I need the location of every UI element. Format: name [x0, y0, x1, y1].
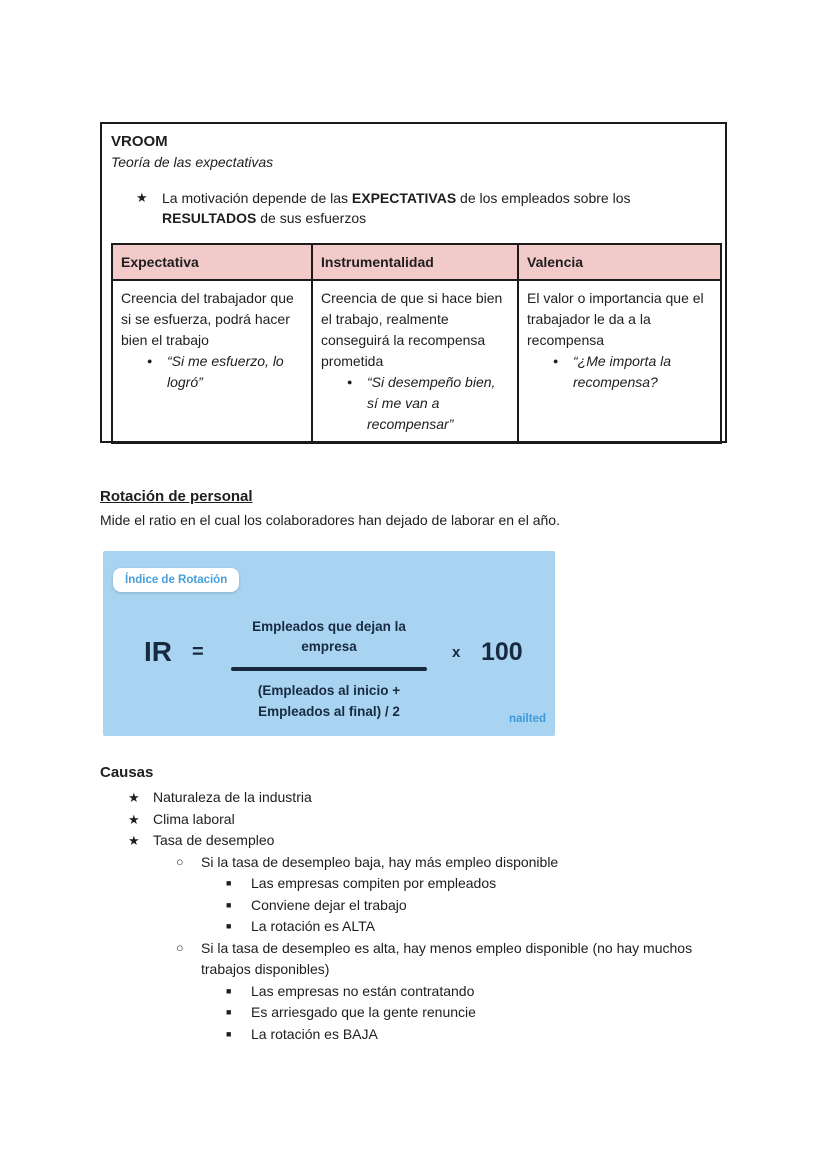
vroom-bullet-item	[111, 188, 716, 228]
list-item-text: Las empresas no están contratando	[251, 982, 475, 999]
list-item-text: Clima laboral	[153, 810, 235, 827]
list-item-text: Si la tasa de desempleo baja, hay más empleo disponible	[201, 853, 559, 870]
causas-section	[100, 763, 734, 1045]
square-bullet-icon: ■	[226, 878, 232, 888]
cell-quote-text: “Si me esfuerzo, lo logró”	[167, 353, 284, 390]
star-bullet-icon: ★	[128, 790, 140, 805]
bullet-text-segment: La motivación depende de las	[162, 190, 352, 206]
fraction-bar	[231, 667, 427, 671]
bullet-text-bold-resultados: RESULTADOS	[162, 210, 257, 226]
cell-text: Creencia de que si hace bien el trabajo, realmente conseguirá la recompensa prometida	[321, 290, 503, 369]
rotacion-section	[100, 487, 730, 530]
list-item	[100, 787, 734, 809]
cell-quote-text: “Si desempeño bien, sí me van a recompensar”	[367, 374, 496, 432]
dot-bullet-icon: ●	[147, 356, 153, 366]
list-item-text: Naturaleza de la industria	[153, 789, 312, 805]
list-item	[100, 916, 734, 938]
equals-sign: =	[192, 641, 204, 663]
formula-lhs: IR	[144, 636, 172, 667]
list-item	[100, 1002, 734, 1024]
bullet-text-segment: de sus esfuerzos	[256, 210, 367, 226]
denominator-line-1: (Empleados al inicio +	[257, 682, 401, 698]
cell-text: El valor o importancia que el trabajador le da a la recompensa	[527, 290, 704, 348]
cell-quote-item	[527, 351, 712, 393]
bullet-text-bold-expectativas: EXPECTATIVAS	[351, 190, 457, 206]
rotacion-heading: Rotación de personal	[100, 488, 253, 505]
list-item	[100, 873, 734, 895]
table-header-instrumentalidad: Instrumentalidad	[312, 244, 518, 280]
square-bullet-icon: ■	[226, 1028, 232, 1039]
table-header-valencia: Valencia	[518, 244, 721, 280]
table-cell-expectativa	[112, 280, 312, 443]
vroom-title: VROOM	[111, 133, 168, 150]
fraction-numerator: Empleados que dejan la empresa	[252, 619, 406, 654]
list-item	[100, 830, 734, 852]
table-body-row	[112, 280, 721, 443]
causas-heading: Causas	[100, 764, 154, 781]
table-cell-instrumentalidad	[312, 280, 518, 443]
list-item	[100, 938, 734, 981]
watermark-logo: nailted	[508, 713, 546, 725]
expectancy-theory-table	[111, 243, 722, 444]
vroom-bullet-text	[162, 188, 654, 228]
list-item	[100, 895, 734, 917]
square-bullet-icon: ■	[226, 921, 232, 931]
dot-bullet-icon: ●	[347, 377, 353, 387]
dot-bullet-icon: ●	[553, 356, 559, 366]
list-item-text: Conviene dejar el trabajo	[251, 896, 407, 913]
bullet-text-segment: de los empleados sobre los	[456, 190, 631, 206]
square-bullet-icon: ■	[226, 899, 232, 910]
list-item-text: Es arriesgado que la gente renuncie	[251, 1004, 476, 1020]
cell-quote-item	[121, 351, 303, 393]
table-header-row	[112, 244, 721, 280]
table-header-expectativa: Expectativa	[112, 244, 312, 280]
vroom-subtitle: Teoría de las expectativas	[111, 154, 274, 170]
star-bullet-icon: ★	[136, 190, 148, 205]
formula-multiplier: 100	[481, 638, 523, 666]
multiplication-sign: x	[452, 644, 461, 661]
formula-card-label: Índice de Rotación	[113, 568, 239, 592]
list-item-text: Las empresas compiten por empleados	[251, 875, 497, 891]
vroom-section-box	[100, 122, 727, 443]
square-bullet-icon: ■	[226, 985, 232, 996]
circle-bullet-icon: ○	[176, 940, 184, 955]
cell-quote-text: “¿Me importa la recompensa?	[573, 353, 672, 390]
list-item	[100, 981, 734, 1003]
star-bullet-icon: ★	[128, 811, 140, 827]
cell-text: Creencia del trabajador que si se esfuerza, podrá hacer bien el trabajo	[121, 290, 294, 348]
fraction-denominator	[228, 680, 430, 722]
denominator-line-2: Empleados al final) / 2	[258, 703, 400, 719]
list-item	[100, 809, 734, 831]
list-item	[100, 1024, 734, 1046]
cell-quote-item	[321, 372, 509, 435]
rotacion-description: Mide el ratio en el cual los colaboradores han dejado de laborar en el año.	[100, 512, 560, 528]
formula-fraction	[228, 617, 430, 722]
circle-bullet-icon: ○	[176, 854, 184, 869]
list-item-text: Tasa de desempleo	[153, 832, 275, 848]
list-item-text: La rotación es ALTA	[251, 918, 375, 934]
rotation-index-formula-card	[103, 551, 555, 736]
square-bullet-icon: ■	[226, 1007, 232, 1017]
star-bullet-icon: ★	[128, 833, 140, 848]
list-item-text: La rotación es BAJA	[251, 1025, 378, 1042]
table-cell-valencia	[518, 280, 721, 443]
list-item	[100, 852, 734, 874]
list-item-text: Si la tasa de desempleo es alta, hay menos empleo disponible (no hay muchos trabajos disponibles)	[201, 939, 693, 977]
